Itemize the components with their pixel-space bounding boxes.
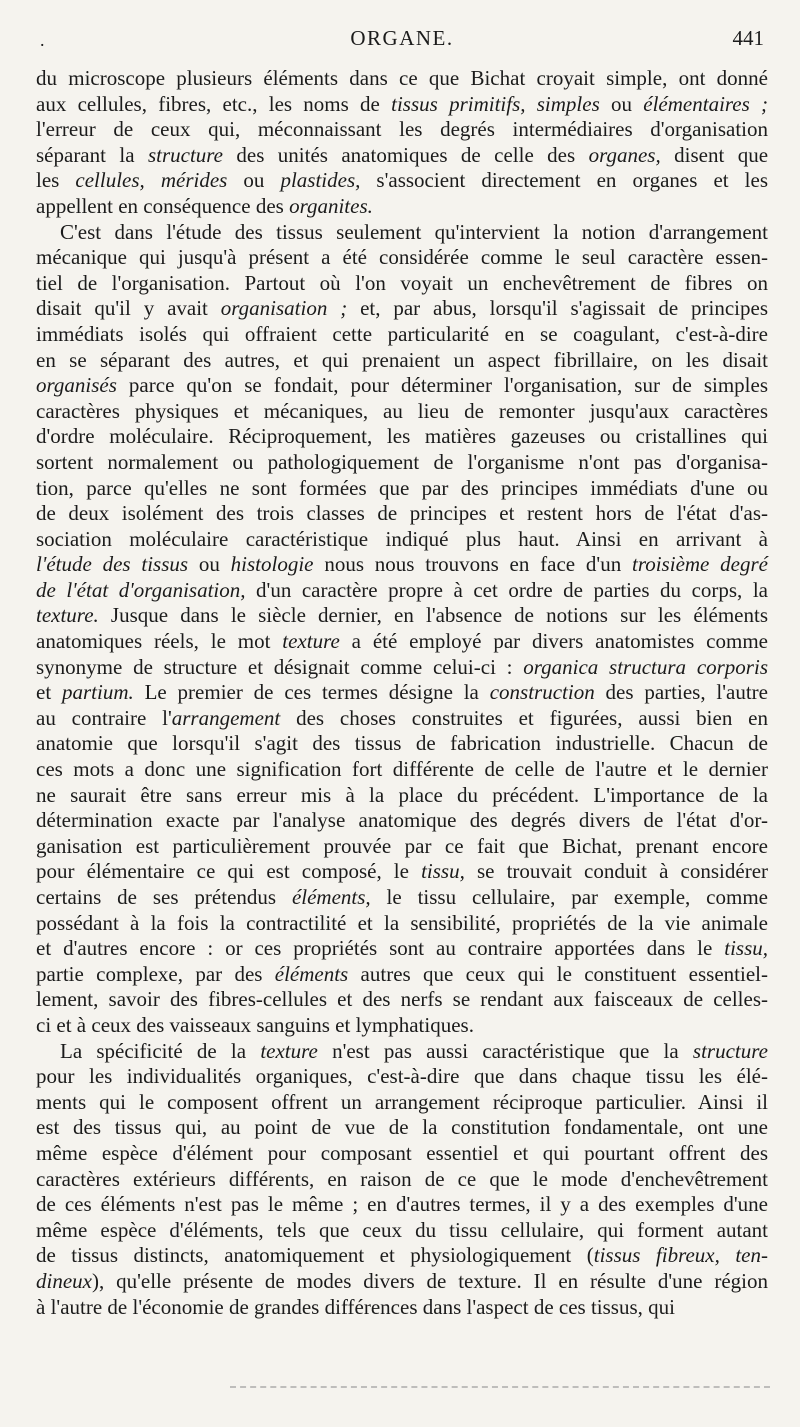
italic-text: arrangement — [171, 705, 281, 730]
italic-text: éléments, — [291, 885, 371, 909]
italic-text: cellules, mérides — [75, 168, 228, 193]
italic-text: texture — [260, 1038, 318, 1063]
italic-text: organisés — [36, 373, 117, 398]
text-run: au contraire l' — [36, 705, 172, 730]
text-run: caractères physiques et mécaniques, au lieu de remonter jusqu'aux caractères — [36, 398, 768, 423]
text-run: s'associent directement en organes et les — [360, 168, 769, 193]
text-line — [36, 1039, 768, 1065]
text-run: anatomie que lorsqu'il s'agit des tissus de fabrication industrielle. Chacun de — [36, 731, 768, 756]
text-line — [36, 1295, 768, 1321]
text-line — [36, 501, 768, 527]
text-run: ou — [227, 168, 281, 193]
text-line — [36, 1243, 768, 1269]
text-run: sortent normalement ou pathologiquement de l'organisme n'ont pas d'organisa- — [36, 449, 768, 474]
italic-text: de l'état d'organisation, — [36, 577, 246, 602]
text-run: tion, parce qu'elles ne sont formées que par des principes immédiats d'une ou — [36, 475, 768, 500]
text-line — [36, 399, 768, 425]
text-run: anatomiques réels, le mot — [36, 629, 283, 654]
page-number: 441 — [732, 26, 764, 50]
text-line — [36, 680, 768, 706]
text-run: ci et à ceux des vaisseaux sanguins et lymphatiques. — [36, 1012, 474, 1037]
text-line — [36, 168, 768, 194]
text-line — [36, 552, 768, 578]
text-run: synonyme de structure et désignait comme celui-ci : — [36, 654, 524, 679]
text-run: même espèce d'élément pour composant essentiel et qui pourtant offrent des — [36, 1140, 768, 1165]
text-run: ou — [599, 91, 644, 116]
italic-text: partium. — [61, 680, 134, 705]
italic-text: organisation ; — [220, 296, 348, 321]
text-line — [36, 603, 768, 629]
italic-text: organes, — [588, 142, 661, 167]
text-run: à l'autre de l'économie de grandes différences dans l'aspect de ces tissus, qui — [36, 1294, 675, 1319]
text-run: disait qu'il y avait — [36, 296, 221, 321]
text-run: pour les individualités organiques, c'est-à-dire que dans chaque tissu les élé- — [36, 1064, 768, 1089]
text-run: des choses construites et figurées, aussi bien en — [280, 705, 768, 730]
italic-text: élémentaires ; — [643, 91, 769, 116]
text-run: ments qui le composent offrent un arrangement réciproque particulier. Ainsi il — [36, 1089, 768, 1114]
text-line — [36, 450, 768, 476]
italic-text: structure — [147, 142, 223, 167]
text-run: des unités anatomiques de celle des — [223, 142, 589, 167]
text-run: l'erreur de ceux qui, méconnaissant les degrés intermédiaires d'organisation — [36, 117, 768, 142]
text-run: immédiats isolés qui offraient cette particularité en se coagulant, c'est-à-dire — [36, 321, 768, 346]
text-run: d'un caractère propre à cet ordre de parties du corps, la — [245, 577, 768, 602]
text-run: est des tissus qui, au point de vue de la constitution fondamentale, ont une — [36, 1115, 768, 1140]
text-line — [36, 1115, 768, 1141]
italic-text: organites. — [289, 193, 373, 218]
italic-text: structure — [692, 1038, 768, 1063]
text-run: en se séparant des autres, et qui prenaient un aspect fibrillaire, on les disait — [36, 347, 768, 372]
italic-text: tissu, — [724, 936, 768, 961]
text-run: pour élémentaire ce qui est composé, le — [36, 859, 422, 884]
italic-text: plastides, — [280, 168, 361, 193]
text-line — [36, 1269, 768, 1295]
text-run: partie complexe, par des — [36, 961, 275, 986]
text-run: et d'autres encore : or ces propriétés sont au contraire apportées dans le — [36, 936, 725, 961]
text-line — [36, 1013, 768, 1039]
italic-text: organica structura corporis — [523, 654, 768, 679]
text-run: tiel de l'organisation. Partout où l'on voyait un enchevêtrement de fibres on — [36, 270, 768, 295]
text-run: appellent en conséquence des — [36, 193, 290, 218]
text-run: autres que ceux qui le constituent essentiel- — [348, 961, 768, 986]
text-run: de deux isolément des trois classes de principes et restent hors de l'état d'as- — [36, 501, 768, 526]
text-run: caractères extérieurs différents, en raison de ce que le mode d'enchevêtrement — [36, 1166, 768, 1191]
text-line — [36, 936, 768, 962]
text-line — [36, 476, 768, 502]
text-run: se trouvait conduit à considérer — [464, 859, 769, 884]
text-line — [36, 322, 768, 348]
text-line — [36, 296, 768, 322]
running-header — [40, 26, 764, 56]
text-line — [36, 655, 768, 681]
text-line — [36, 987, 768, 1013]
italic-text: texture — [282, 629, 340, 654]
text-run: ne saurait être sans erreur mis à la place du précédent. L'importance de la — [36, 782, 768, 807]
text-run: le tissu cellulaire, par exemple, comme — [370, 885, 768, 909]
header-dot: . — [40, 30, 45, 50]
text-line — [36, 578, 768, 604]
text-line — [36, 1090, 768, 1116]
text-line — [36, 143, 768, 169]
text-run: disent que — [660, 142, 769, 167]
italic-text: éléments — [274, 961, 349, 986]
text-run: lement, savoir des fibres-cellules et des nerfs se rendant aux faisceaux de celles- — [36, 987, 768, 1012]
text-line — [36, 194, 768, 220]
italic-text: l'étude des tissus — [36, 552, 189, 577]
text-run: des parties, l'autre — [594, 680, 768, 705]
text-run: même espèce d'éléments, tels que ceux du tissu cellulaire, qui forment autant — [36, 1217, 768, 1242]
text-run: séparant la — [36, 142, 148, 167]
text-run: Jusque dans le siècle dernier, en l'absence de notions sur les éléments — [98, 603, 768, 628]
body-text — [36, 66, 768, 1320]
text-line — [36, 834, 768, 860]
text-run: ces mots a donc une signification fort différente de celle de l'autre et le dernier — [36, 757, 768, 782]
text-line — [36, 1167, 768, 1193]
text-run: ou — [188, 552, 231, 577]
text-line — [36, 373, 768, 399]
text-line — [36, 629, 768, 655]
text-run: et — [36, 680, 62, 705]
text-run: parce qu'on se fondait, pour déterminer l'organisation, sur de simples — [116, 373, 768, 398]
text-run: ), qu'elle présente de modes divers de texture. Il en résulte d'une région — [91, 1268, 768, 1293]
italic-text: tissus primitifs, simples — [391, 91, 600, 116]
text-line — [36, 731, 768, 757]
text-line — [36, 911, 768, 937]
text-line — [36, 885, 768, 911]
text-line — [36, 808, 768, 834]
text-run: La spécificité de la — [60, 1038, 261, 1063]
text-run: d'ordre moléculaire. Réciproquement, les matières gazeuses ou cristallines qui — [36, 424, 768, 449]
italic-text: texture. — [36, 603, 99, 628]
text-line — [36, 66, 768, 92]
text-run: de tissus distincts, anatomiquement et physiologiquement ( — [36, 1243, 594, 1268]
text-run: du microscope plusieurs éléments dans ce que Bichat croyait simple, ont donné — [36, 66, 768, 90]
italic-text: construction — [489, 680, 595, 705]
text-line — [36, 1192, 768, 1218]
text-run: de ces éléments n'est pas le même ; en d'autres termes, il y a des exemples d'une — [36, 1192, 768, 1217]
text-line — [36, 424, 768, 450]
text-line — [36, 245, 768, 271]
text-run: sociation moléculaire caractéristique indiqué plus haut. Ainsi en arrivant à — [36, 526, 768, 551]
text-line — [36, 1218, 768, 1244]
text-run: a été employé par divers anatomistes comme — [339, 629, 768, 654]
text-line — [36, 527, 768, 553]
text-line — [36, 783, 768, 809]
text-run: certains de ses prétendus — [36, 885, 292, 909]
footer-rule — [230, 1386, 770, 1388]
text-run: nous nous trouvons en face d'un — [313, 552, 632, 577]
text-run: ganisation est particulièrement prouvée par ce fait que Bichat, prenant encore — [36, 833, 768, 858]
text-line — [36, 962, 768, 988]
italic-text: tissus fibreux, ten- — [593, 1243, 768, 1268]
text-run: et, par abus, lorsqu'il s'agissait de principes — [347, 296, 768, 321]
italic-text: dineux — [36, 1268, 92, 1293]
text-run: mécanique qui jusqu'à présent a été considérée comme le seul caractère essen- — [36, 245, 768, 270]
text-run: C'est dans l'étude des tissus seulement qu'intervient la notion d'arrangement — [60, 219, 768, 244]
text-run: n'est pas aussi caractéristique que la — [317, 1038, 693, 1063]
text-line — [36, 220, 768, 246]
header-title: ORGANE. — [350, 26, 454, 50]
text-run: aux cellules, fibres, etc., les noms de — [36, 91, 392, 116]
text-run: Le premier de ces termes désigne la — [133, 680, 490, 705]
text-line — [36, 348, 768, 374]
text-run: détermination exacte par l'analyse anatomique des degrés divers de l'état d'or- — [36, 808, 768, 833]
text-line — [36, 757, 768, 783]
text-run: les — [36, 168, 76, 193]
text-line — [36, 859, 768, 885]
text-line — [36, 271, 768, 297]
text-line — [36, 1064, 768, 1090]
text-line — [36, 117, 768, 143]
text-run: possédant à la fois la contractilité et la sensibilité, propriétés de la vie animale — [36, 910, 768, 935]
italic-text: histologie — [230, 552, 314, 577]
text-line — [36, 1141, 768, 1167]
text-line — [36, 706, 768, 732]
italic-text: troisième degré — [632, 552, 768, 577]
text-line — [36, 92, 768, 118]
italic-text: tissu, — [421, 859, 465, 884]
